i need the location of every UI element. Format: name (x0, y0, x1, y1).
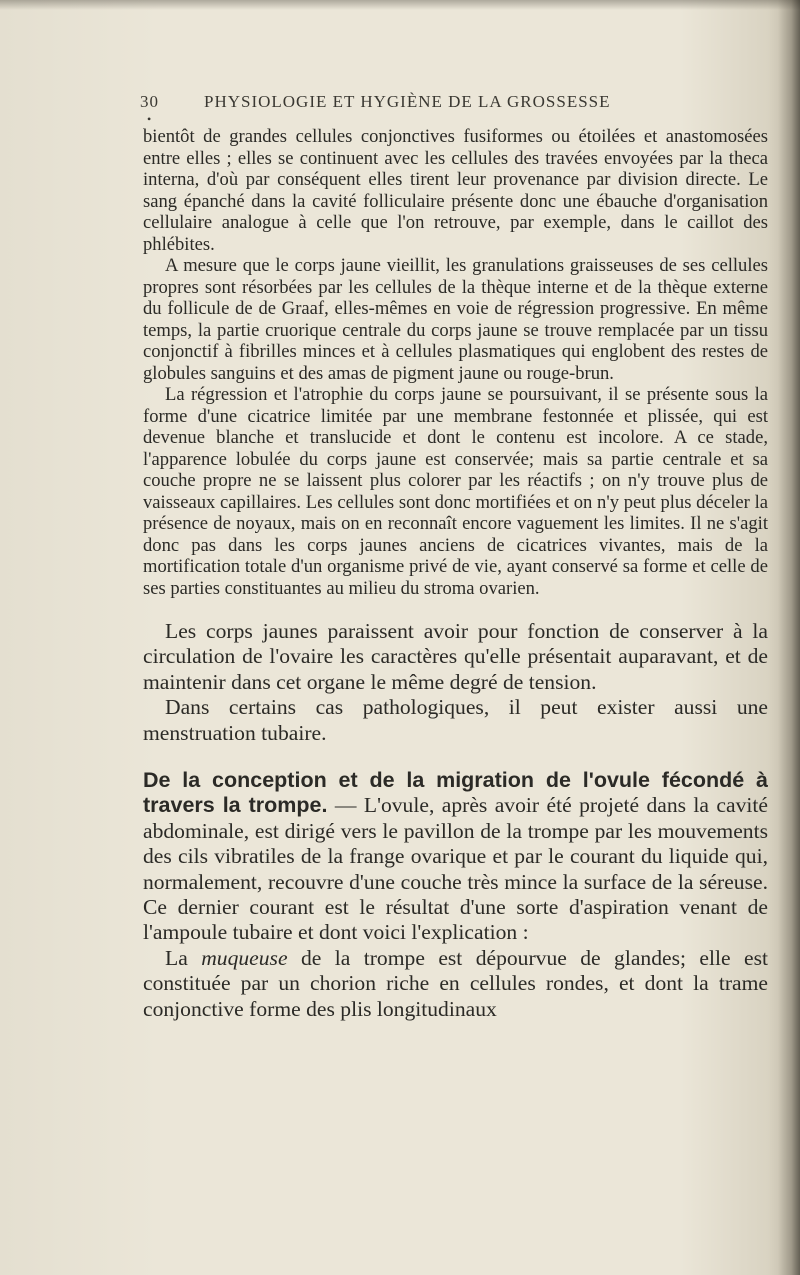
page-binding-shadow (778, 0, 800, 1275)
paragraph: Dans certains cas pathologiques, il peut exister aussi une menstruation tubaire. (143, 695, 768, 745)
paragraph-rest: de la trompe est dépourvue de glandes; elle est constituée par un chorion riche en cellules rondes, et dont la trame conjonctive forme des plis longitudinaux (143, 945, 768, 1021)
paragraph-start: La (165, 945, 202, 970)
page-number: 30 (140, 92, 159, 111)
section-heading: De la conception et de la migration de l'ovule fécondé à travers la trompe. (143, 768, 768, 818)
paragraph: A mesure que le corps jaune vieillit, les granulations graisseuses de ses cellules propres sont résorbées par les cellules de la thèque interne et de la thèque externe du follicule de de Graaf, elles-mêmes en voie de régression progressive. En même temps, la partie cruorique centrale du corps jaune se trouve remplacée par un tissu conjonctif à fibrilles minces et à cellules plasmatiques qui englobent des restes de globules sanguins et des amas de pigment jaune ou rouge-brun. (143, 255, 768, 384)
section-paragraph (143, 768, 768, 946)
margin-mark: • (147, 112, 152, 126)
section-text: — L'ovule, après avoir été projeté dans la cavité abdominale, est dirigé vers le pavillon de la trompe par les mouvements des cils vibratiles de la frange ovarique et par le courant du liquide qui, normalement, recouvre d'une couche très mince la surface de la séreuse. Ce dernier courant est le résultat d'une sorte d'aspiration venant de l'ampoule tubaire et dont voici l'explication : (143, 793, 768, 945)
page-body (143, 126, 768, 1022)
large-type-block (143, 619, 768, 746)
paragraph (143, 946, 768, 1022)
running-title: PHYSIOLOGIE ET HYGIÈNE DE LA GROSSESSE (204, 92, 611, 111)
paragraph: Les corps jaunes paraissent avoir pour fonction de conserver à la circulation de l'ovaire les caractères qu'elle présentait auparavant, et de maintenir dans cet organe le même degré de tension. (143, 619, 768, 694)
page-top-shadow (0, 0, 800, 10)
paragraph: La régression et l'atrophie du corps jaune se poursuivant, il se présente sous la forme d'une cicatrice limitée par une membrane festonnée et plissée, qui est devenue blanche et translucide et dont le contenu est incolore. A ce stade, l'apparence lobulée du corps jaune est conservée; mais sa partie centrale et sa couche propre ne se laissent plus colorer par les réactifs ; on n'y trouve plus de vaisseaux capillaires. Les cellules sont donc mortifiées et on n'y peut plus déceler la présence de noyaux, mais on en reconnaît encore vaguement les limites. Il ne s'agit donc pas dans les corps jaunes anciens de cicatrices vivantes, mais de la mortification totale d'un organisme privé de vie, ayant conservé sa forme et celle de ses parties constituantes au milieu du stroma ovarien. (143, 384, 768, 599)
emphasis-term: muqueuse (201, 945, 288, 970)
section-conception (143, 768, 768, 1022)
small-type-block (143, 126, 768, 599)
paragraph: bientôt de grandes cellules conjonctives fusiformes ou étoilées et anastomosées entre elles ; elles se continuent avec les cellules des travées envoyées par la theca interna, d'où par conséquent elles tirent leur provenance par division directe. Le sang épanché dans la cavité folliculaire présente donc une ébauche d'organisation cellulaire analogue à celle que l'on retrouve, par exemple, dans le caillot des phlébites. (143, 126, 768, 255)
